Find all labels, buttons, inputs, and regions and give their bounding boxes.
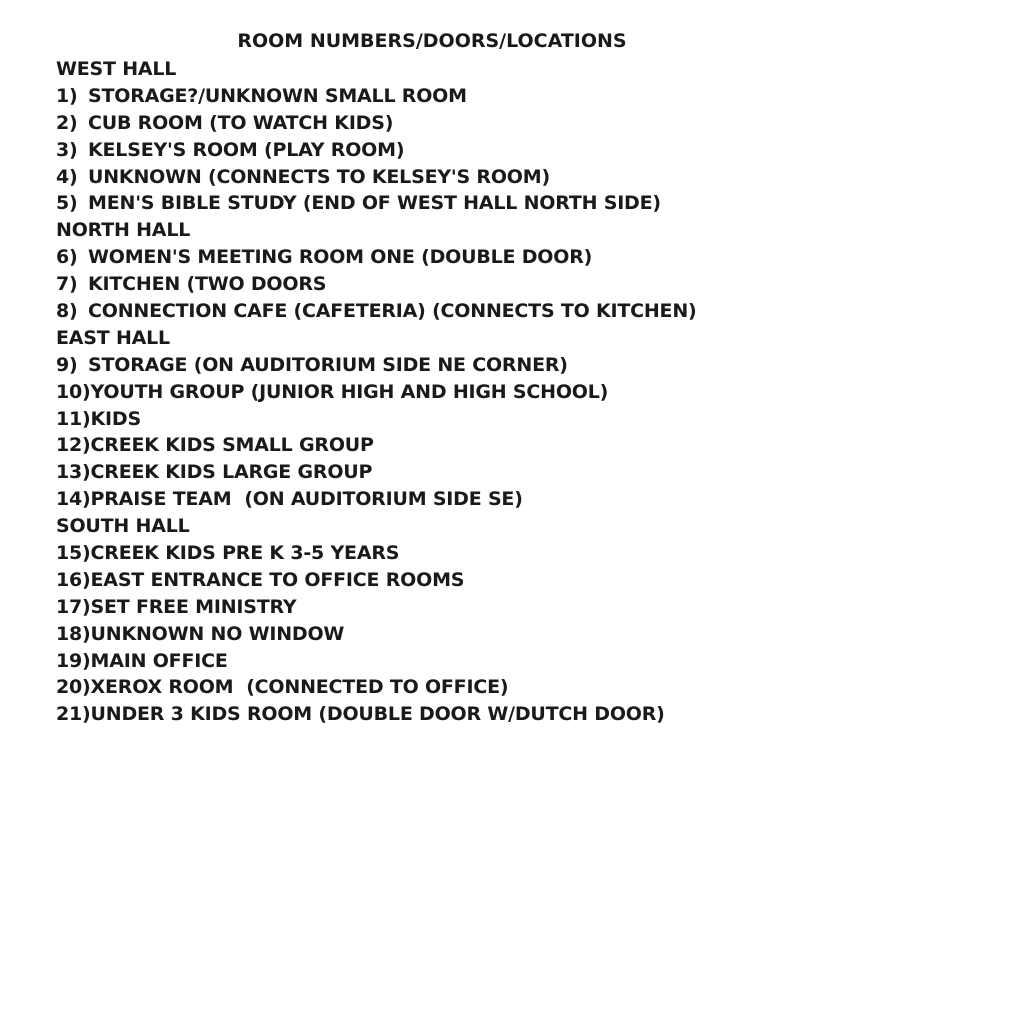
room-number: 10) xyxy=(56,380,91,403)
room-description: EAST ENTRANCE TO OFFICE ROOMS xyxy=(90,568,465,591)
room-number: 5) xyxy=(56,192,78,215)
room-number: 6) xyxy=(56,246,78,269)
room-list xyxy=(56,56,956,728)
list-item xyxy=(56,379,956,406)
list-item xyxy=(56,674,956,701)
room-description: MAIN OFFICE xyxy=(90,649,228,672)
room-number: 2) xyxy=(56,111,78,134)
room-number: 19) xyxy=(56,649,91,672)
room-number: 13) xyxy=(56,461,91,484)
room-number: 14) xyxy=(56,488,91,511)
list-item xyxy=(56,110,956,137)
hall-heading-west: WEST HALL xyxy=(56,58,177,80)
room-description: CREEK KIDS LARGE GROUP xyxy=(90,461,373,484)
room-number: 15) xyxy=(56,542,91,565)
hall-heading-north: NORTH HALL xyxy=(56,219,191,242)
hall-heading-east: EAST HALL xyxy=(56,326,170,349)
list-item xyxy=(56,137,956,164)
list-item xyxy=(56,594,956,621)
room-description: YOUTH GROUP (JUNIOR HIGH AND HIGH SCHOOL) xyxy=(90,380,609,403)
room-description: CREEK KIDS SMALL GROUP xyxy=(90,434,374,457)
list-item xyxy=(56,190,956,217)
list-item xyxy=(56,567,956,594)
room-number: 4) xyxy=(56,165,78,188)
room-number: 9) xyxy=(56,353,78,376)
list-item xyxy=(56,486,956,513)
room-description: UNKNOWN NO WINDOW xyxy=(90,622,345,645)
list-item xyxy=(56,271,956,298)
list-item xyxy=(56,701,956,728)
hall-heading-south: SOUTH HALL xyxy=(56,515,190,538)
room-description: SET FREE MINISTRY xyxy=(90,595,297,618)
room-description: WOMEN'S MEETING ROOM ONE (DOUBLE DOOR) xyxy=(88,246,593,269)
room-description: UNKNOWN (CONNECTS TO KELSEY'S ROOM) xyxy=(88,165,550,188)
list-item xyxy=(56,432,956,459)
room-description: CUB ROOM (TO WATCH KIDS) xyxy=(88,111,394,134)
room-number: 16) xyxy=(56,568,91,591)
list-item xyxy=(56,244,956,271)
list-item xyxy=(56,406,956,433)
room-description: KELSEY'S ROOM (PLAY ROOM) xyxy=(88,138,405,161)
room-description: CONNECTION CAFE (CAFETERIA) (CONNECTS TO KITCHEN) xyxy=(88,300,697,323)
list-item xyxy=(56,164,956,191)
room-number: 7) xyxy=(56,273,78,296)
list-item xyxy=(56,459,956,486)
room-number: 20) xyxy=(56,676,91,699)
list-item xyxy=(56,298,956,325)
room-number: 18) xyxy=(56,622,91,645)
room-description: KIDS xyxy=(90,407,141,430)
list-item xyxy=(56,648,956,675)
room-number: 8) xyxy=(56,300,78,323)
room-number: 1) xyxy=(56,84,78,107)
room-description: UNDER 3 KIDS ROOM (DOUBLE DOOR W/DUTCH DOOR) xyxy=(90,703,665,726)
room-description: CREEK KIDS PRE K 3-5 YEARS xyxy=(90,542,400,565)
room-number: 3) xyxy=(56,138,78,161)
list-item xyxy=(56,621,956,648)
room-description: XEROX ROOM (CONNECTED TO OFFICE) xyxy=(90,676,509,699)
list-item xyxy=(56,540,956,567)
room-description: STORAGE (ON AUDITORIUM SIDE NE CORNER) xyxy=(88,353,568,376)
room-description: STORAGE?/UNKNOWN SMALL ROOM xyxy=(88,84,467,107)
list-item xyxy=(56,83,956,110)
room-number: 17) xyxy=(56,595,91,618)
room-number: 11) xyxy=(56,407,91,430)
document-title: ROOM NUMBERS/DOORS/LOCATIONS xyxy=(237,30,627,52)
room-description: MEN'S BIBLE STUDY (END OF WEST HALL NORTH SIDE) xyxy=(88,192,661,215)
room-description: KITCHEN (TWO DOORS xyxy=(88,273,327,296)
room-number: 21) xyxy=(56,703,91,726)
room-number: 12) xyxy=(56,434,91,457)
list-item xyxy=(56,352,956,379)
room-description: PRAISE TEAM (ON AUDITORIUM SIDE SE) xyxy=(90,488,523,511)
